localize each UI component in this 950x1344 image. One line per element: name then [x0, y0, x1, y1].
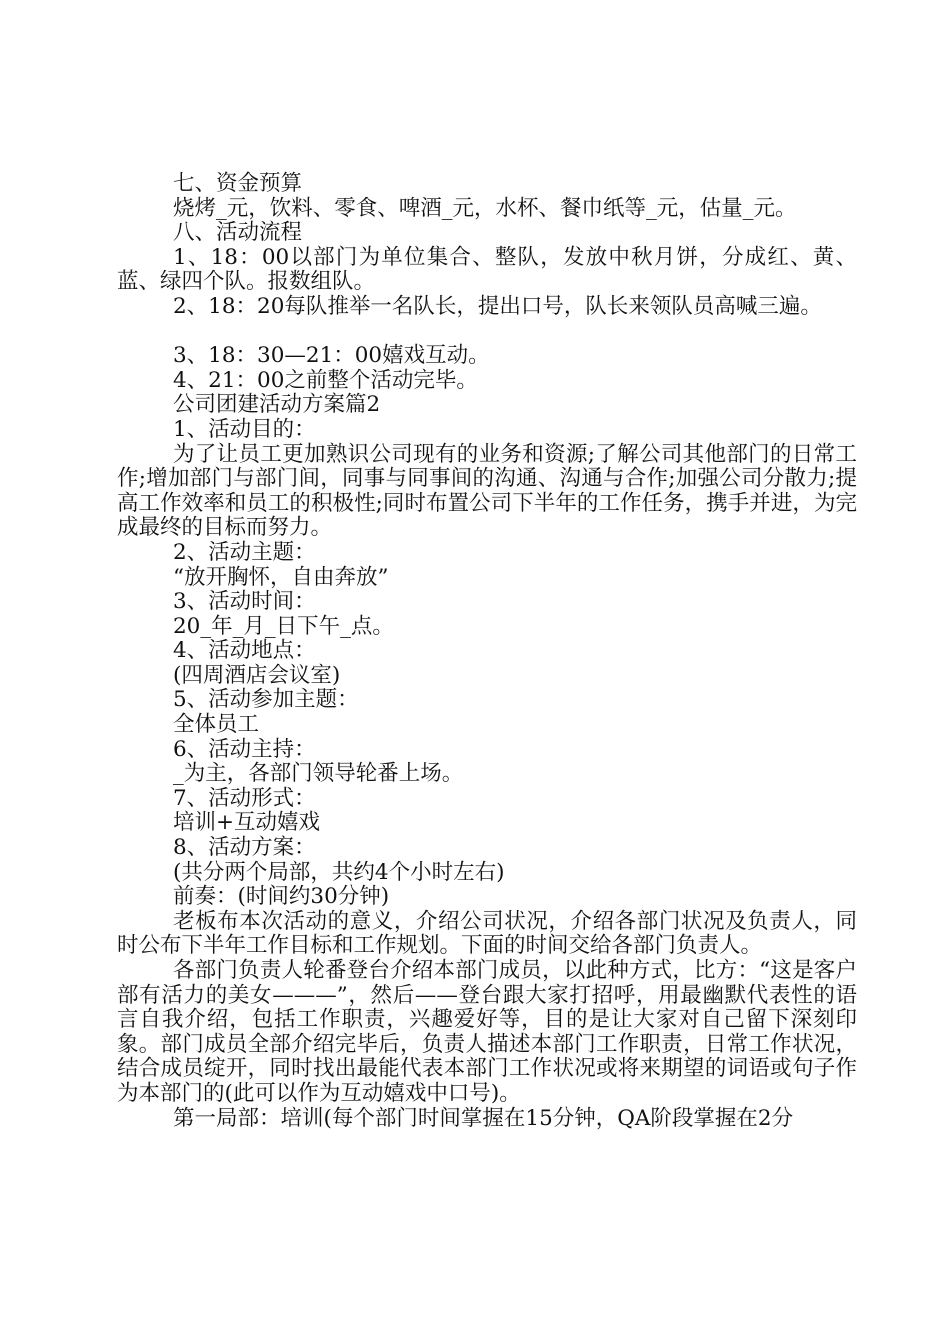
section-heading-budget: 七、资金预算	[173, 171, 303, 196]
prelude-heading: 前奏：(时间约30分钟)	[173, 884, 390, 910]
purpose-paragraph: 为了让员工更加熟识公司现有的业务和资源;了解公司其他部门的日常工作;增加部门与部门间，同事与同事间的沟通、沟通与合作;加强公司分散力;提高工作效率和员工的积极性;同时布置公司下半年的工作任务，携手并进，为完成最终的目标而努力。	[117, 441, 857, 541]
budget-paragraph: 烧烤_元，饮料、零食、啤酒_元，水杯、餐巾纸等_元，估量_元。	[173, 195, 797, 221]
process-step-2: 2、18：20每队推举一名队长，提出口号，队长来领队员高喊三遍。	[173, 293, 822, 319]
item-heading-format: 7、活动形式：	[173, 785, 316, 811]
item-heading-location: 4、活动地点：	[173, 638, 316, 664]
item-heading-purpose: 1、活动目的：	[173, 416, 316, 442]
host-paragraph: _为主，各部门领导轮番上场。	[173, 761, 464, 787]
theme-paragraph: “放开胸怀，自由奔放”	[173, 564, 389, 590]
prelude-paragraph: 老板布本次活动的意义，介绍公司状况，介绍各部门状况及负责人，同时公布下半年工作目标和工作规划。下面的时间交给各部门负责人。	[117, 908, 857, 959]
section-heading-process: 八、活动流程	[173, 220, 303, 246]
part-one-paragraph: 第一局部：培训(每个部门时间掌握在15分钟，QA阶段掌握在2分	[173, 1105, 794, 1131]
process-step-1: 1、18：00以部门为单位集合、整队，发放中秋月饼，分成红、黄、蓝、绿四个队。报数组队。	[117, 244, 857, 295]
item-heading-plan: 8、活动方案：	[173, 835, 316, 861]
process-step-3: 3、18：30—21：00嬉戏互动。	[173, 343, 490, 369]
item-heading-participants: 5、活动参加主题：	[173, 687, 359, 713]
item-heading-time: 3、活动时间：	[173, 589, 316, 615]
document-body	[117, 172, 857, 1131]
format-paragraph: 培训+互动嬉戏	[173, 810, 321, 836]
item-heading-host: 6、活动主持：	[173, 736, 316, 762]
participants-paragraph: 全体员工	[173, 712, 260, 738]
department-intro-paragraph: 各部门负责人轮番登台介绍本部门成员，以此种方式，比方：“这是客户部有活力的美女———”，然后——登台跟大家打招呼，用最幽默代表性的语言自我介绍，包括工作职责，兴趣爱好等，目的是让大家对自己留下深刻印象。部门成员全部介绍完毕后，负责人描述本部门工作职责，日常工作状况，结合成员绽开，同时找出最能代表本部门工作状况或将来期望的词语或句子作为本部门的(此可以作为互动嬉戏中口号)。	[117, 958, 857, 1106]
item-heading-theme: 2、活动主题：	[173, 539, 316, 565]
blank-line	[117, 320, 857, 345]
location-paragraph: (四周酒店会议室)	[173, 662, 341, 688]
time-paragraph: 20_年_月_日下午_点。	[173, 613, 394, 639]
plan-title: 公司团建活动方案篇2	[173, 392, 381, 418]
plan-overview-paragraph: (共分两个局部，共约4个小时左右)	[173, 859, 505, 885]
process-step-4: 4、21：00之前整个活动完毕。	[173, 367, 478, 393]
